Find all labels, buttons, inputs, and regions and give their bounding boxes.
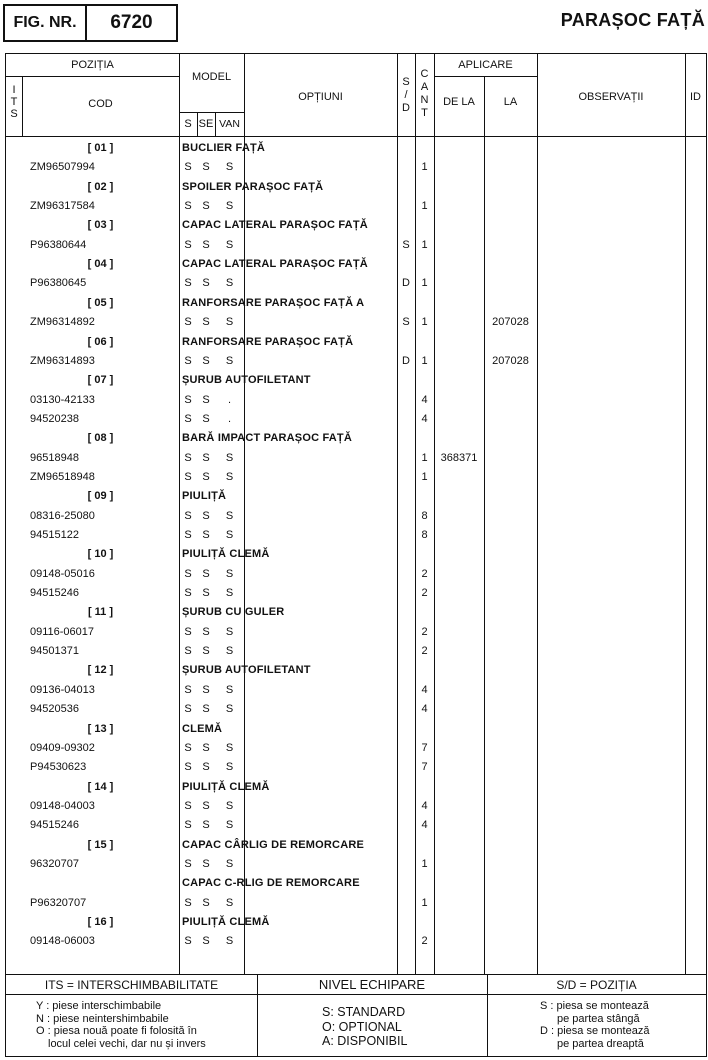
quantity-cell: 4	[421, 819, 428, 832]
header-cant-c: C	[420, 68, 429, 80]
model-s-cell: S	[184, 761, 192, 774]
model-s-cell: S	[184, 316, 192, 329]
model-s-cell: S	[184, 683, 192, 696]
quantity-cell: 4	[421, 412, 428, 425]
table-row	[6, 623, 706, 642]
part-code: ZM96507994	[30, 161, 95, 174]
table-row	[6, 894, 706, 913]
model-se-cell: S	[202, 857, 210, 870]
table-row	[6, 333, 706, 352]
quantity-cell: 1	[421, 857, 428, 870]
part-description: ȘURUB AUTOFILETANT	[182, 664, 311, 677]
sd-cell: S	[402, 316, 410, 329]
model-se-cell: S	[202, 161, 210, 174]
quantity-cell: 8	[421, 509, 428, 522]
part-code: 09136-04013	[30, 683, 95, 696]
part-code: 94501371	[30, 645, 79, 658]
table-row	[6, 603, 706, 622]
model-s-cell: S	[184, 277, 192, 290]
part-code: 09409-09302	[30, 741, 95, 754]
model-van-cell: S	[225, 935, 234, 948]
position-number: [ 11 ]	[87, 606, 114, 619]
quantity-cell: 1	[421, 316, 428, 329]
header-pozitia: POZIȚIA	[71, 59, 114, 71]
table-row	[6, 216, 706, 235]
model-van-cell: S	[225, 587, 234, 600]
model-van-cell: S	[225, 819, 234, 832]
model-van-cell: S	[225, 238, 234, 251]
position-number: [ 04 ]	[87, 258, 114, 271]
header-la: LA	[503, 96, 518, 108]
figure-label: FIG. NR.	[5, 6, 87, 40]
model-se-cell: S	[202, 354, 210, 367]
model-s-cell: S	[184, 200, 192, 213]
table-row	[6, 371, 706, 390]
nivel-legend-a: A: DISPONIBIL	[322, 1034, 408, 1048]
quantity-cell: 2	[421, 587, 428, 600]
quantity-cell: 2	[421, 935, 428, 948]
table-row	[6, 700, 706, 719]
model-se-cell: S	[202, 277, 210, 290]
table-row	[6, 816, 706, 835]
part-code: ZM96317584	[30, 200, 95, 213]
model-s-cell: S	[184, 935, 192, 948]
position-number: [ 10 ]	[87, 548, 114, 561]
position-number: [ 03 ]	[87, 219, 114, 232]
table-row	[6, 429, 706, 448]
part-description: BARĂ IMPACT PARAȘOC FAȚĂ	[182, 432, 352, 445]
model-s-cell: S	[184, 587, 192, 600]
header-model-se: SE	[198, 118, 214, 130]
quantity-cell: 1	[421, 277, 428, 290]
model-s-cell: S	[184, 625, 192, 638]
part-code: 96518948	[30, 451, 79, 464]
table-row	[6, 642, 706, 661]
model-van-cell: S	[225, 896, 234, 909]
to-cell: 207028	[492, 354, 529, 367]
position-number: [ 08 ]	[87, 432, 114, 445]
model-van-cell: S	[225, 161, 234, 174]
sd-cell: S	[402, 238, 410, 251]
model-van-cell: S	[225, 200, 234, 213]
part-code: 08316-25080	[30, 509, 95, 522]
quantity-cell: 1	[421, 238, 428, 251]
table-row	[6, 410, 706, 429]
part-code: P96380644	[30, 238, 87, 251]
part-description: ȘURUB AUTOFILETANT	[182, 374, 311, 387]
sd-legend-d-cont: pe partea dreaptă	[557, 1037, 644, 1050]
table-row	[6, 313, 706, 332]
part-description: CAPAC CÂRLIG DE REMORCARE	[182, 838, 365, 851]
position-number: [ 15 ]	[87, 838, 114, 851]
its-legend-n: N : piese neintershimbabile	[36, 1012, 169, 1025]
quantity-cell: 1	[421, 354, 428, 367]
model-se-cell: S	[202, 741, 210, 754]
quantity-cell: 4	[421, 393, 428, 406]
quantity-cell: 1	[421, 470, 428, 483]
table-row	[6, 778, 706, 797]
part-description: CAPAC LATERAL PARAȘOC FAȚĂ	[182, 219, 368, 232]
position-number: [ 06 ]	[87, 335, 114, 348]
figure-number: 6720	[110, 12, 153, 33]
table-row	[6, 836, 706, 855]
header-its-i: I	[12, 84, 16, 96]
nivel-legend-o: O: OPTIONAL	[322, 1019, 402, 1034]
position-number: [ 13 ]	[87, 722, 114, 735]
quantity-cell: 2	[421, 567, 428, 580]
table-row	[6, 449, 706, 468]
table-row	[6, 391, 706, 410]
table-row	[6, 255, 706, 274]
to-cell: 207028	[492, 316, 529, 329]
table-row	[6, 158, 706, 177]
header-cant-n: N	[420, 94, 429, 106]
model-se-cell: S	[202, 935, 210, 948]
part-code: 94515246	[30, 587, 79, 600]
header-sd-slash: /	[404, 89, 408, 101]
sd-legend-s-cont: pe partea stângă	[557, 1012, 640, 1025]
its-legend-y: Y : piese interschimbabile	[36, 1000, 162, 1012]
header-model-van: VAN	[219, 118, 240, 130]
quantity-cell: 4	[421, 683, 428, 696]
position-number: [ 05 ]	[87, 296, 114, 309]
model-s-cell: S	[184, 451, 192, 464]
header-sd-d: D	[402, 102, 410, 114]
table-row	[6, 758, 706, 777]
table-row	[6, 584, 706, 603]
model-van-cell: S	[225, 509, 234, 522]
table-row	[6, 197, 706, 216]
table-row	[6, 352, 706, 371]
model-s-cell: S	[184, 470, 192, 483]
quantity-cell: 4	[421, 703, 428, 716]
model-van-cell: S	[225, 683, 234, 696]
quantity-cell: 2	[421, 645, 428, 658]
model-s-cell: S	[184, 799, 192, 812]
table-row	[6, 932, 706, 951]
model-se-cell: S	[202, 567, 210, 580]
quantity-cell: 1	[421, 161, 428, 174]
part-description: ȘURUB CU GULER	[182, 606, 285, 619]
part-code: ZM96314893	[30, 354, 95, 367]
model-van-cell: S	[225, 625, 234, 638]
model-se-cell: S	[202, 703, 210, 716]
footer-sd-title: S/D = POZIȚIA	[556, 978, 637, 992]
model-s-cell: S	[184, 567, 192, 580]
sd-legend-s: S : piesa se montează	[540, 1000, 649, 1012]
header-model-s: S	[184, 118, 192, 130]
position-number: [ 02 ]	[87, 180, 114, 193]
quantity-cell: 7	[421, 761, 428, 774]
header-its-t: T	[10, 96, 18, 108]
part-description: RANFORSARE PARAȘOC FAȚĂ A	[182, 296, 365, 309]
model-van-cell: .	[227, 412, 232, 425]
model-se-cell: S	[202, 316, 210, 329]
page-title: PARAȘOC FAȚĂ	[560, 10, 705, 30]
model-s-cell: S	[184, 896, 192, 909]
model-se-cell: S	[202, 470, 210, 483]
part-code: 94520536	[30, 703, 79, 716]
position-number: [ 16 ]	[87, 916, 114, 928]
from-cell: 368371	[440, 451, 478, 464]
part-code: 09148-05016	[30, 567, 95, 580]
part-code: ZM96518948	[30, 470, 95, 483]
sd-cell: D	[402, 354, 410, 367]
sd-cell: D	[402, 277, 410, 290]
position-number: [ 01 ]	[87, 142, 114, 154]
model-van-cell: S	[225, 470, 234, 483]
table-row	[6, 487, 706, 506]
table-row	[6, 720, 706, 739]
footer-nivel-legend	[322, 1005, 482, 1049]
model-van-cell: S	[225, 741, 234, 754]
position-number: [ 14 ]	[87, 780, 114, 793]
sd-legend-d: D : piesa se montează	[540, 1025, 650, 1037]
header-cant-t: T	[421, 107, 428, 119]
model-se-cell: S	[202, 200, 210, 213]
table-row	[6, 855, 706, 874]
header-de-la: DE LA	[443, 96, 475, 108]
table-row	[6, 661, 706, 680]
model-se-cell: S	[202, 896, 210, 909]
table-row	[6, 178, 706, 197]
model-van-cell: S	[225, 354, 234, 367]
part-description: BUCLIER FAȚĂ	[182, 142, 266, 154]
part-code: 09148-06003	[30, 935, 95, 948]
part-code: ZM96314892	[30, 316, 95, 329]
header-its-s: S	[10, 108, 18, 120]
table-row	[6, 526, 706, 545]
table-row	[6, 797, 706, 816]
its-legend-o-cont: locul celei vechi, dar nu și invers	[48, 1037, 206, 1050]
header-cod: COD	[88, 98, 113, 110]
part-code: 09116-06017	[30, 625, 95, 638]
part-description: CAPAC LATERAL PARAȘOC FAȚĂ	[182, 258, 368, 271]
model-van-cell: S	[225, 703, 234, 716]
model-se-cell: S	[202, 509, 210, 522]
parts-table	[5, 53, 707, 1057]
header-optiuni: OPȚIUNI	[298, 91, 343, 103]
model-se-cell: S	[202, 819, 210, 832]
part-code: P96320707	[30, 896, 87, 909]
model-s-cell: S	[184, 741, 192, 754]
table-row	[6, 739, 706, 758]
position-number: [ 09 ]	[87, 490, 114, 503]
model-s-cell: S	[184, 238, 192, 251]
part-code: 94520238	[30, 412, 79, 425]
quantity-cell: 2	[421, 625, 428, 638]
quantity-cell: 1	[421, 200, 428, 213]
part-description: CAPAC C-RLIG DE REMORCARE	[182, 877, 360, 890]
part-code: 03130-42133	[30, 393, 95, 406]
figure-number-box	[3, 4, 178, 42]
model-se-cell: S	[202, 683, 210, 696]
model-van-cell: S	[225, 451, 234, 464]
rows-container	[6, 54, 706, 974]
model-s-cell: S	[184, 393, 192, 406]
table-row	[6, 874, 706, 893]
model-van-cell: S	[225, 761, 234, 774]
nivel-legend-s: S: STANDARD	[322, 1005, 406, 1019]
footer-nivel-title: NIVEL ECHIPARE	[318, 977, 426, 992]
header-id: ID	[690, 91, 701, 103]
model-van-cell: S	[225, 529, 234, 541]
table-row	[6, 565, 706, 584]
footer-its-title: ITS = INTERSCHIMBABILITATE	[44, 978, 219, 992]
header-model: MODEL	[191, 71, 232, 83]
model-se-cell: S	[202, 645, 210, 658]
model-van-cell: S	[225, 857, 234, 870]
quantity-cell: 4	[421, 799, 428, 812]
model-se-cell: S	[202, 238, 210, 251]
header-sd-s: S	[402, 76, 410, 88]
quantity-cell: 1	[421, 451, 428, 464]
model-s-cell: S	[184, 703, 192, 716]
model-s-cell: S	[184, 529, 192, 541]
part-description: PIULIȚĂ CLEMĂ	[182, 548, 270, 561]
part-code: P94530623	[30, 761, 87, 774]
table-row	[6, 294, 706, 313]
table-row	[6, 545, 706, 564]
model-se-cell: S	[202, 451, 210, 464]
model-van-cell: S	[225, 316, 234, 329]
part-code: P96380645	[30, 277, 87, 290]
part-description: SPOILER PARAȘOC FAȚĂ	[182, 180, 324, 193]
table-row	[6, 139, 706, 158]
quantity-cell: 7	[421, 741, 428, 754]
model-s-cell: S	[184, 412, 192, 425]
model-s-cell: S	[184, 857, 192, 870]
model-s-cell: S	[184, 161, 192, 174]
model-se-cell: S	[202, 412, 210, 425]
part-code: 94515122	[30, 529, 79, 541]
part-code: 96320707	[30, 857, 79, 870]
part-code: 09148-04003	[30, 799, 95, 812]
model-se-cell: S	[202, 587, 210, 600]
footer-sd-legend	[540, 1000, 704, 1050]
position-number: [ 12 ]	[87, 664, 114, 677]
table-row	[6, 468, 706, 487]
model-se-cell: S	[202, 393, 210, 406]
model-van-cell: S	[225, 799, 234, 812]
quantity-cell: 1	[421, 896, 428, 909]
footer-its-legend	[36, 1000, 251, 1050]
part-description: RANFORSARE PARAȘOC FAȚĂ	[182, 335, 354, 348]
table-row	[6, 274, 706, 293]
model-se-cell: S	[202, 625, 210, 638]
table-row	[6, 913, 706, 932]
part-description: PIULIȚĂ CLEMĂ	[182, 780, 270, 793]
table-row	[6, 236, 706, 255]
model-s-cell: S	[184, 509, 192, 522]
model-van-cell: S	[225, 277, 234, 290]
model-se-cell: S	[202, 799, 210, 812]
model-se-cell: S	[202, 529, 210, 541]
position-number: [ 07 ]	[87, 374, 114, 387]
model-s-cell: S	[184, 645, 192, 658]
model-van-cell: .	[227, 393, 232, 406]
its-legend-o: O : piesa nouă poate fi folosită în	[36, 1025, 197, 1037]
part-description: CLEMĂ	[182, 722, 223, 735]
model-se-cell: S	[202, 761, 210, 774]
model-van-cell: S	[225, 567, 234, 580]
model-s-cell: S	[184, 354, 192, 367]
header-observatii: OBSERVAȚII	[578, 91, 644, 103]
model-s-cell: S	[184, 819, 192, 832]
quantity-cell: 8	[421, 529, 428, 541]
part-code: 94515246	[30, 819, 79, 832]
table-row	[6, 507, 706, 526]
part-description: PIULIȚĂ CLEMĂ	[182, 916, 270, 928]
part-description: PIULIȚĂ	[182, 490, 227, 503]
table-row	[6, 681, 706, 700]
header-cant-a: A	[420, 81, 429, 93]
header-aplicare: APLICARE	[458, 59, 513, 71]
model-van-cell: S	[225, 645, 234, 658]
